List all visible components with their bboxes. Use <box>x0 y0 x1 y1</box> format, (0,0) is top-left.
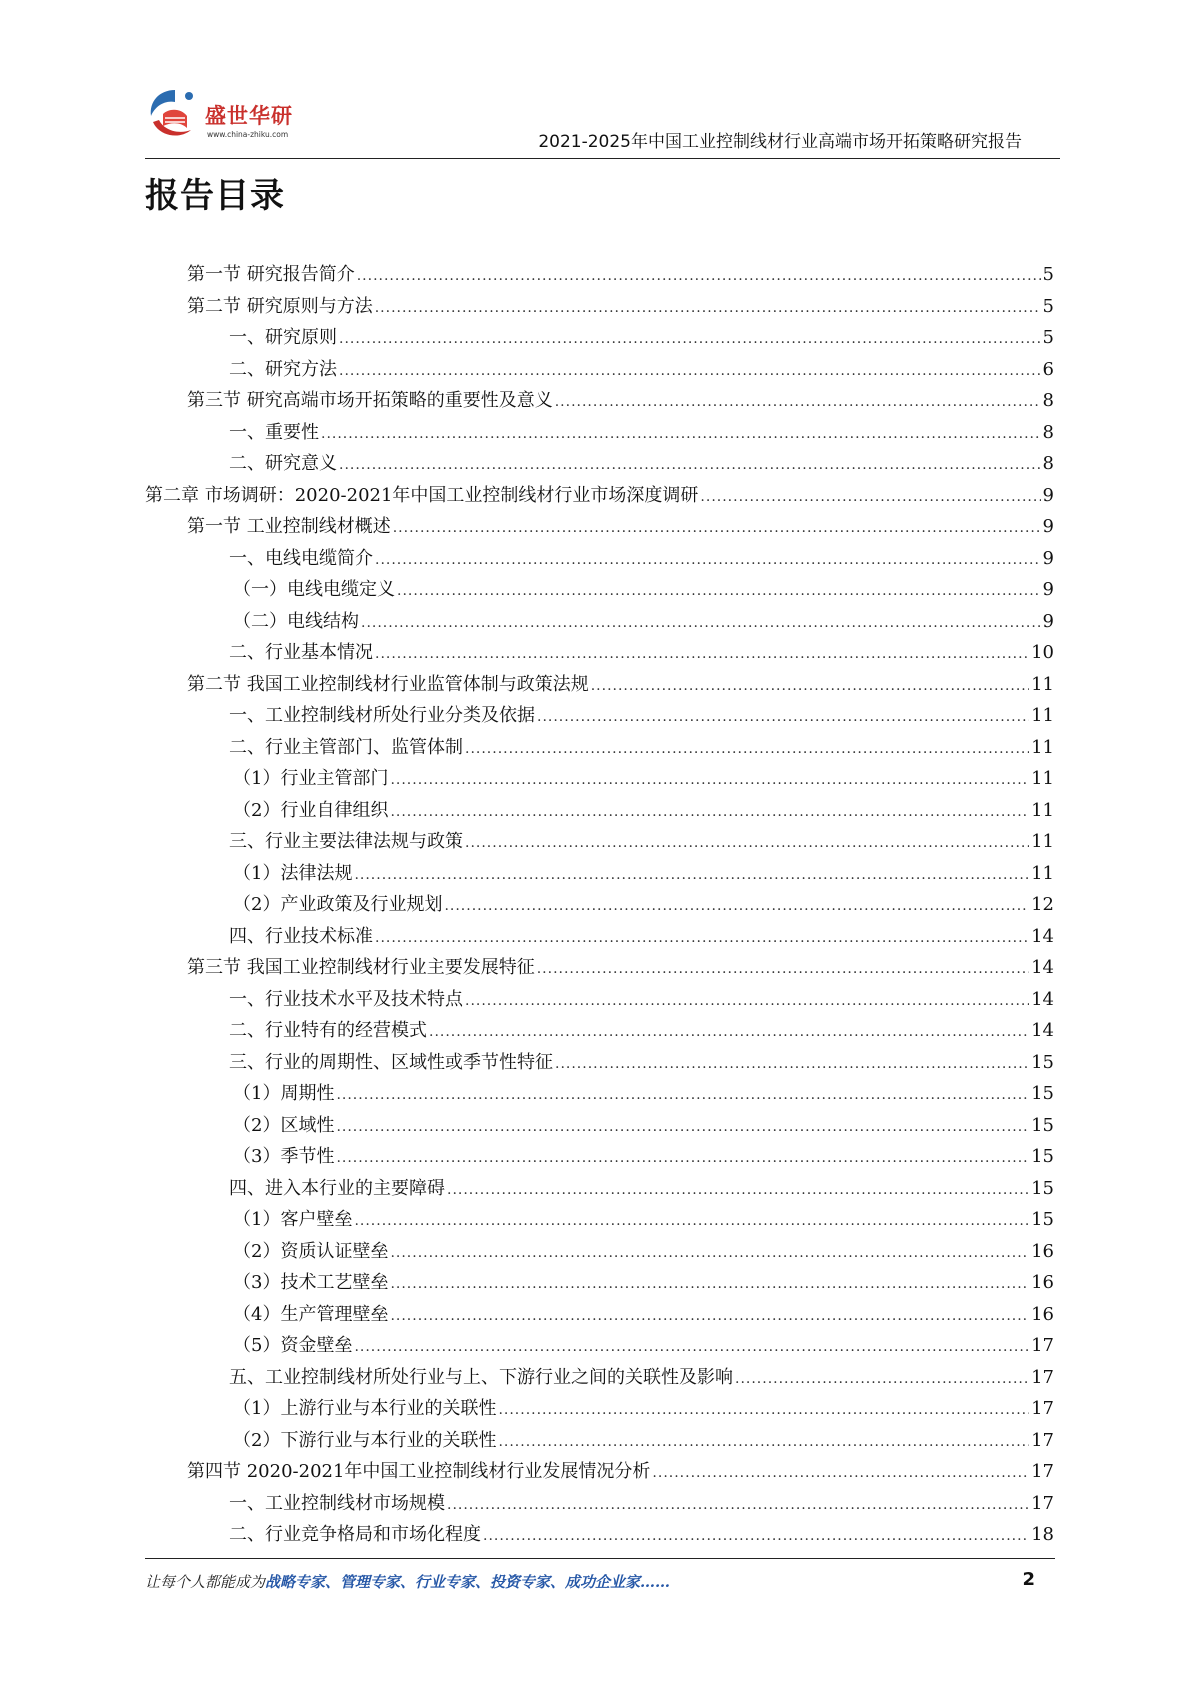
toc-entry[interactable] <box>145 1331 1054 1363</box>
toc-entry-page: 11 <box>1031 862 1054 884</box>
toc-dot-leader <box>555 1056 1029 1072</box>
toc-dot-leader <box>390 772 1029 788</box>
toc-dot-leader <box>498 1402 1029 1418</box>
toc-entry-title: 五、工业控制线材所处行业与上、下游行业之间的关联性及影响 <box>229 1366 733 1388</box>
toc-entry-title: （2）行业自律组织 <box>233 799 389 821</box>
toc-entry-page: 11 <box>1031 768 1054 789</box>
toc-entry-title: 四、行业技术标准 <box>229 925 373 947</box>
toc-dot-leader <box>390 804 1029 820</box>
toc-entry-title: 第三节 研究高端市场开拓策略的重要性及意义 <box>187 390 553 411</box>
toc-dot-leader <box>336 1119 1029 1135</box>
toc-entry[interactable] <box>145 638 1054 670</box>
toc-dot-leader <box>444 898 1029 914</box>
toc-entry[interactable] <box>145 544 1054 576</box>
toc-entry-title: 第二章 市场调研：2020-2021年中国工业控制线材行业市场深度调研 <box>145 484 699 506</box>
toc-entry-title: 一、行业技术水平及技术特点 <box>229 988 463 1010</box>
toc-dot-leader <box>390 1308 1029 1324</box>
toc-dot-leader <box>397 583 1041 599</box>
toc-dot-leader <box>465 993 1029 1009</box>
toc-entry-page: 5 <box>1042 327 1054 348</box>
toc-entry-page: 11 <box>1031 736 1054 758</box>
toc-entry-page: 11 <box>1031 705 1054 726</box>
toc-entry[interactable] <box>145 890 1054 922</box>
toc-entry[interactable] <box>145 859 1054 891</box>
toc-dot-leader <box>465 835 1029 851</box>
slogan-highlight: 战略专家、管理专家、行业专家、投资专家、成功企业家…… <box>265 1573 671 1591</box>
toc-entry-page: 17 <box>1031 1398 1054 1419</box>
toc-dot-leader <box>339 331 1041 347</box>
toc-entry-title: 二、研究意义 <box>229 453 337 474</box>
toc-entry-title: （1）周期性 <box>233 1083 335 1104</box>
toc-entry-title: 第一节 工业控制线材概述 <box>187 516 391 537</box>
toc-entry-page: 17 <box>1031 1366 1054 1388</box>
toc-dot-leader <box>498 1434 1029 1450</box>
toc-entry-page: 16 <box>1031 1240 1054 1262</box>
toc-entry[interactable] <box>145 1142 1054 1174</box>
toc-entry-title: 二、行业竞争格局和市场化程度 <box>229 1524 481 1545</box>
toc-entry-page: 12 <box>1031 894 1054 915</box>
toc-entry-title: （二）电线结构 <box>233 610 359 632</box>
page-heading: 报告目录 <box>145 176 285 216</box>
toc-entry[interactable] <box>145 481 1054 513</box>
toc-entry-title: （2）产业政策及行业规划 <box>233 894 443 915</box>
toc-entry[interactable] <box>145 512 1054 544</box>
toc-entry[interactable] <box>145 1426 1054 1458</box>
toc-entry[interactable] <box>145 386 1054 418</box>
toc-dot-leader <box>537 709 1029 725</box>
toc-entry-title: 四、进入本行业的主要障碍 <box>229 1177 445 1199</box>
toc-entry-page: 14 <box>1031 1020 1054 1041</box>
logo-url: www.china-zhiku.com <box>207 130 289 139</box>
toc-entry[interactable] <box>145 701 1054 733</box>
toc-entry-title: 第一节 研究报告简介 <box>187 264 355 285</box>
toc-dot-leader <box>390 1276 1029 1292</box>
toc-entry[interactable] <box>145 1016 1054 1048</box>
toc-entry[interactable] <box>145 292 1054 324</box>
toc-dot-leader <box>393 520 1041 536</box>
toc-entry[interactable] <box>145 418 1054 450</box>
toc-dot-leader <box>700 489 1040 505</box>
toc-dot-leader <box>375 930 1029 946</box>
toc-entry[interactable] <box>145 449 1054 481</box>
toc-entry-title: 二、行业基本情况 <box>229 642 373 663</box>
toc-entry-page: 15 <box>1031 1114 1054 1136</box>
toc-entry-title: 第二节 研究原则与方法 <box>187 295 373 317</box>
toc-entry[interactable] <box>145 922 1054 954</box>
toc-entry-title: （1）客户壁垒 <box>233 1209 353 1230</box>
toc-entry-page: 17 <box>1031 1335 1054 1356</box>
toc-entry-page: 11 <box>1031 831 1054 852</box>
toc-entry-page: 8 <box>1042 453 1054 474</box>
toc-entry[interactable] <box>145 1300 1054 1332</box>
toc-entry-page: 17 <box>1031 1429 1054 1451</box>
toc-entry[interactable] <box>145 670 1054 702</box>
toc-entry-title: 一、重要性 <box>229 421 319 443</box>
toc-dot-leader <box>354 1339 1029 1355</box>
toc-entry[interactable] <box>145 575 1054 607</box>
toc-dot-leader <box>354 1213 1029 1229</box>
toc-entry-page: 15 <box>1031 1209 1054 1230</box>
toc-entry[interactable] <box>145 1237 1054 1269</box>
slogan-prefix: 让每个人都能成为 <box>145 1573 266 1591</box>
toc-entry-title: （2）资质认证壁垒 <box>233 1240 389 1262</box>
toc-dot-leader <box>336 1087 1029 1103</box>
page-header <box>145 82 1060 159</box>
toc-entry[interactable] <box>145 1079 1054 1111</box>
toc-entry-title: 二、行业特有的经营模式 <box>229 1020 427 1041</box>
toc-entry-title: 第三节 我国工业控制线材行业主要发展特征 <box>187 957 535 978</box>
table-of-contents <box>145 260 1054 1552</box>
toc-entry-page: 9 <box>1042 516 1054 537</box>
toc-entry-page: 17 <box>1031 1461 1054 1482</box>
company-logo <box>145 84 315 146</box>
toc-entry[interactable] <box>145 355 1054 387</box>
toc-dot-leader <box>555 394 1041 410</box>
toc-entry[interactable] <box>145 1174 1054 1206</box>
toc-entry[interactable] <box>145 827 1054 859</box>
toc-entry[interactable] <box>145 1363 1054 1395</box>
toc-entry-page: 11 <box>1031 799 1054 821</box>
toc-dot-leader <box>735 1371 1029 1387</box>
toc-dot-leader <box>483 1528 1029 1544</box>
toc-entry-title: （4）生产管理壁垒 <box>233 1303 389 1325</box>
toc-entry[interactable] <box>145 1457 1054 1489</box>
toc-entry-title: （1）上游行业与本行业的关联性 <box>233 1398 497 1419</box>
toc-entry[interactable] <box>145 953 1054 985</box>
toc-entry-page: 18 <box>1031 1524 1054 1545</box>
toc-entry-title: 三、行业的周期性、区域性或季节性特征 <box>229 1051 553 1073</box>
toc-dot-leader <box>375 300 1041 316</box>
toc-entry-page: 16 <box>1031 1272 1054 1293</box>
toc-entry-title: （5）资金壁垒 <box>233 1335 353 1356</box>
toc-entry-page: 5 <box>1042 264 1054 285</box>
toc-entry-title: （3）技术工艺壁垒 <box>233 1272 389 1293</box>
toc-dot-leader <box>321 426 1041 442</box>
toc-entry-page: 6 <box>1042 358 1054 380</box>
toc-entry[interactable] <box>145 1205 1054 1237</box>
footer-slogan <box>145 1571 670 1592</box>
toc-entry-page: 9 <box>1042 610 1054 632</box>
toc-entry[interactable] <box>145 985 1054 1017</box>
toc-dot-leader <box>390 1245 1029 1261</box>
toc-entry-title: （1）行业主管部门 <box>233 768 389 789</box>
toc-entry-page: 15 <box>1031 1051 1054 1073</box>
toc-entry[interactable] <box>145 1048 1054 1080</box>
toc-entry-title: （3）季节性 <box>233 1146 335 1167</box>
toc-entry-title: 一、工业控制线材所处行业分类及依据 <box>229 705 535 726</box>
toc-dot-leader <box>465 741 1029 757</box>
toc-dot-leader <box>357 268 1041 284</box>
toc-entry-page: 16 <box>1031 1303 1054 1325</box>
toc-entry[interactable] <box>145 1111 1054 1143</box>
toc-entry[interactable] <box>145 733 1054 765</box>
toc-entry[interactable] <box>145 607 1054 639</box>
toc-dot-leader <box>354 867 1029 883</box>
toc-entry-title: （2）下游行业与本行业的关联性 <box>233 1429 497 1451</box>
toc-entry-page: 9 <box>1042 484 1054 506</box>
toc-dot-leader <box>339 457 1041 473</box>
toc-entry-title: 一、工业控制线材市场规模 <box>229 1492 445 1514</box>
page-footer <box>145 1558 1055 1599</box>
toc-entry[interactable] <box>145 796 1054 828</box>
report-title: 2021-2025年中国工业控制线材行业高端市场开拓策略研究报告 <box>538 132 1022 152</box>
toc-dot-leader <box>375 646 1029 662</box>
toc-entry-page: 9 <box>1042 547 1054 569</box>
toc-entry-page: 15 <box>1031 1083 1054 1104</box>
toc-entry-page: 14 <box>1031 988 1054 1010</box>
toc-dot-leader <box>447 1182 1029 1198</box>
toc-entry-title: 一、电线电缆简介 <box>229 547 373 569</box>
toc-entry-page: 8 <box>1042 421 1054 443</box>
toc-dot-leader <box>336 1150 1029 1166</box>
toc-dot-leader <box>339 363 1041 379</box>
logo-name: 盛世华研 <box>205 104 293 128</box>
toc-entry-page: 9 <box>1042 579 1054 600</box>
toc-entry-page: 15 <box>1031 1177 1054 1199</box>
toc-dot-leader <box>652 1465 1029 1481</box>
toc-entry-title: （一）电线电缆定义 <box>233 579 395 600</box>
toc-entry-page: 10 <box>1031 642 1054 663</box>
toc-dot-leader <box>591 678 1029 694</box>
toc-dot-leader <box>375 552 1041 568</box>
toc-entry-title: （2）区域性 <box>233 1114 335 1136</box>
toc-entry[interactable] <box>145 1489 1054 1521</box>
toc-entry-page: 14 <box>1031 957 1054 978</box>
toc-entry-page: 14 <box>1031 925 1054 947</box>
toc-dot-leader <box>537 961 1029 977</box>
toc-entry-page: 5 <box>1042 295 1054 317</box>
toc-entry-title: 二、行业主管部门、监管体制 <box>229 736 463 758</box>
toc-entry[interactable] <box>145 323 1054 355</box>
toc-entry-title: 二、研究方法 <box>229 358 337 380</box>
toc-entry-title: 三、行业主要法律法规与政策 <box>229 831 463 852</box>
toc-dot-leader <box>429 1024 1029 1040</box>
logo-swirl-icon <box>145 84 205 144</box>
toc-entry[interactable] <box>145 764 1054 796</box>
toc-entry[interactable] <box>145 1268 1054 1300</box>
toc-dot-leader <box>361 615 1041 631</box>
toc-entry-page: 11 <box>1031 673 1054 695</box>
toc-entry[interactable] <box>145 1520 1054 1552</box>
toc-entry-page: 15 <box>1031 1146 1054 1167</box>
toc-entry-title: （1）法律法规 <box>233 862 353 884</box>
toc-entry-page: 17 <box>1031 1492 1054 1514</box>
toc-entry[interactable] <box>145 260 1054 292</box>
toc-entry-title: 一、研究原则 <box>229 327 337 348</box>
toc-dot-leader <box>447 1497 1029 1513</box>
toc-entry[interactable] <box>145 1394 1054 1426</box>
toc-entry-page: 8 <box>1042 390 1054 411</box>
toc-entry-title: 第四节 2020-2021年中国工业控制线材行业发展情况分析 <box>187 1461 651 1482</box>
toc-entry-title: 第二节 我国工业控制线材行业监管体制与政策法规 <box>187 673 589 695</box>
page-number: 2 <box>1022 1569 1035 1590</box>
